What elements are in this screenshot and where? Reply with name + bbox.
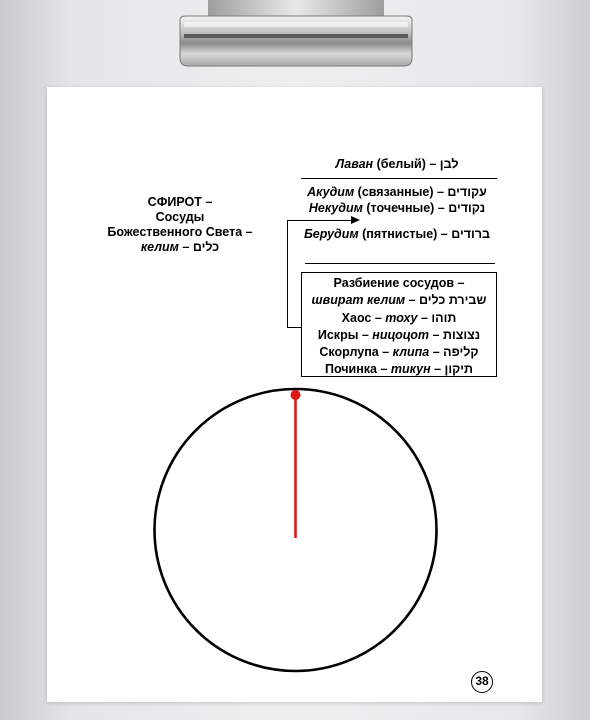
sfirot-line2: Сосуды	[155, 210, 205, 224]
lavan-line: Лаван (белый) – לבן	[335, 157, 459, 171]
box-row-6: Починка – тикун – תיקון	[324, 362, 474, 377]
box-row-5: Скорлупа – клипа – קליפה	[319, 345, 479, 360]
box-row-3: Хаос – тоху – תוהו	[341, 310, 457, 325]
sfirot-circle-diagram	[47, 87, 542, 702]
box-row-2: швират келим – שבירת כלים	[311, 293, 487, 308]
sfirot-line4: келим – כלים	[140, 240, 220, 254]
light-point-dot	[291, 390, 301, 400]
sfirot-title: СФИРОТ –	[147, 195, 213, 209]
page-sheet	[47, 87, 542, 702]
box-row-1: Разбиение сосудов –	[333, 276, 465, 290]
page-number: 38	[471, 671, 493, 693]
nekudim-line: Некудим (точечные) – נקודים	[308, 201, 486, 215]
box-row-4: Искры – ницоцот – נצוצות	[317, 327, 481, 342]
binder-clip-icon	[178, 0, 414, 70]
sfirot-line3: Божественного Света –	[107, 225, 253, 239]
akudim-line: Акудим (связанные) – עקודים	[307, 185, 487, 199]
berudim-line: Берудим (пятнистые) – ברודים	[303, 227, 491, 241]
